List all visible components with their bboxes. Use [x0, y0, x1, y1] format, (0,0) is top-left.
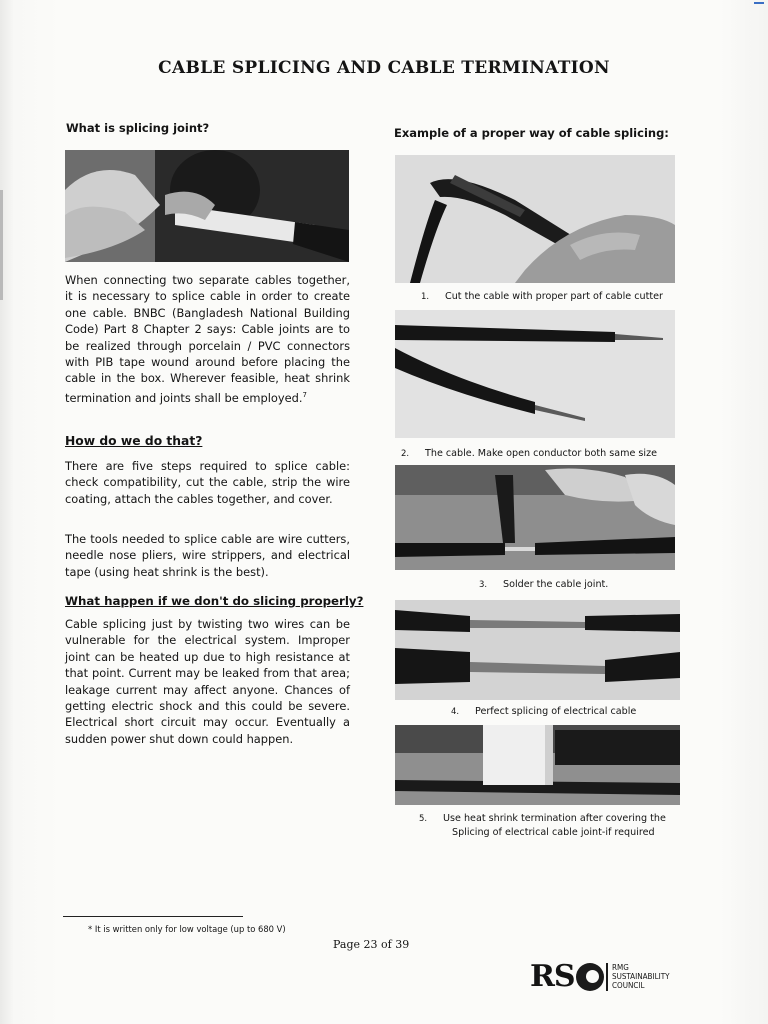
step-4-text: Perfect splicing of electrical cable [475, 706, 637, 717]
photo-step-3-soldering [395, 465, 675, 570]
photo-step-1-cable-cutter [395, 155, 675, 283]
step-4-number: 4. [451, 707, 460, 717]
step-2-text: The cable. Make open conductor both same size [425, 448, 658, 459]
footnote-text: * It is written only for low voltage (up to 680 V) [88, 924, 286, 934]
scan-edge-mark [0, 190, 3, 300]
page-title: CABLE SPLICING AND CABLE TERMINATION [158, 58, 610, 78]
caption-step-1 [421, 290, 663, 304]
step-3-number: 3. [479, 580, 488, 590]
scan-corner-mark [754, 2, 764, 4]
logo-line-1: RMG [612, 963, 629, 972]
heading-example: Example of a proper way of cable splicing: [394, 126, 669, 140]
footnote-ref: 7 [302, 390, 307, 399]
logo-line-3: COUNCIL [612, 981, 645, 990]
photo-step-4-perfect-splice [395, 600, 680, 700]
step-5-number: 5. [419, 814, 428, 824]
step-2-number: 2. [401, 449, 410, 459]
step-5-text: Use heat shrink termination after covering the [443, 813, 666, 824]
step-5-text-line2: Splicing of electrical cable joint-if required [452, 827, 655, 838]
photo-step-5-heat-shrink [395, 725, 680, 805]
logo-line-2: SUSTAINABILITY [612, 972, 670, 981]
page-sep: of [381, 938, 392, 951]
photo-step-2-stripped-cable [395, 310, 675, 438]
intro-paragraph [65, 272, 350, 406]
how-paragraph-2: The tools needed to splice cable are wire cutters, needle nose pliers, wire strippers, and electrical tape (using heat shrink is the best). [65, 532, 350, 579]
step-1-text: Cut the cable with proper part of cable cutter [445, 291, 663, 302]
photo-splicing-joint [65, 150, 349, 262]
page-total: 39 [395, 938, 410, 951]
heading-what-happen: What happen if we don't do slicing properly? [65, 594, 364, 608]
heading-what-is-splicing: What is splicing joint? [66, 121, 210, 135]
logo-council-name [612, 963, 670, 990]
rsc-logo-mark-icon [576, 963, 604, 991]
footnote-rule [63, 916, 243, 917]
what-happen-paragraph: Cable splicing just by twisting two wires can be vulnerable for the electrical system. Improper joint can be heated up due to high resistance at that point. Current may be leaked from that area; leakage current may affect anyone. Chances of getting electric shock and this could be severe. Electrical short circuit may occur. Eventually a sudden power shut down could happen. [65, 617, 350, 746]
how-paragraph-1: There are five steps required to splice cable: check compatibility, cut the cable, strip the wire coating, attach the cables together, and cover. [65, 459, 350, 506]
page-number [333, 938, 409, 951]
intro-text: When connecting two separate cables together, it is necessary to splice cable in order to create one cable. BNBC (Bangladesh National Building Code) Part 8 Chapter 2 says: Cable joints are to be realized through porcelain / PVC connectors with PIB tape wound around before placing the cable in the box. Wherever feasible, heat shrink termination and joints shall be employed. [65, 273, 350, 405]
step-3-text: Solder the cable joint. [503, 579, 609, 590]
logo-divider [606, 963, 608, 991]
caption-step-4 [451, 705, 636, 719]
caption-step-5 [419, 812, 666, 840]
logo-rs-text: RS [530, 959, 575, 994]
step-1-number: 1. [421, 292, 430, 302]
page-current: 23 [363, 938, 378, 951]
caption-step-2 [401, 447, 657, 461]
page-prefix: Page [333, 938, 361, 951]
heading-how-do-we: How do we do that? [65, 434, 203, 448]
caption-step-3 [479, 578, 608, 592]
